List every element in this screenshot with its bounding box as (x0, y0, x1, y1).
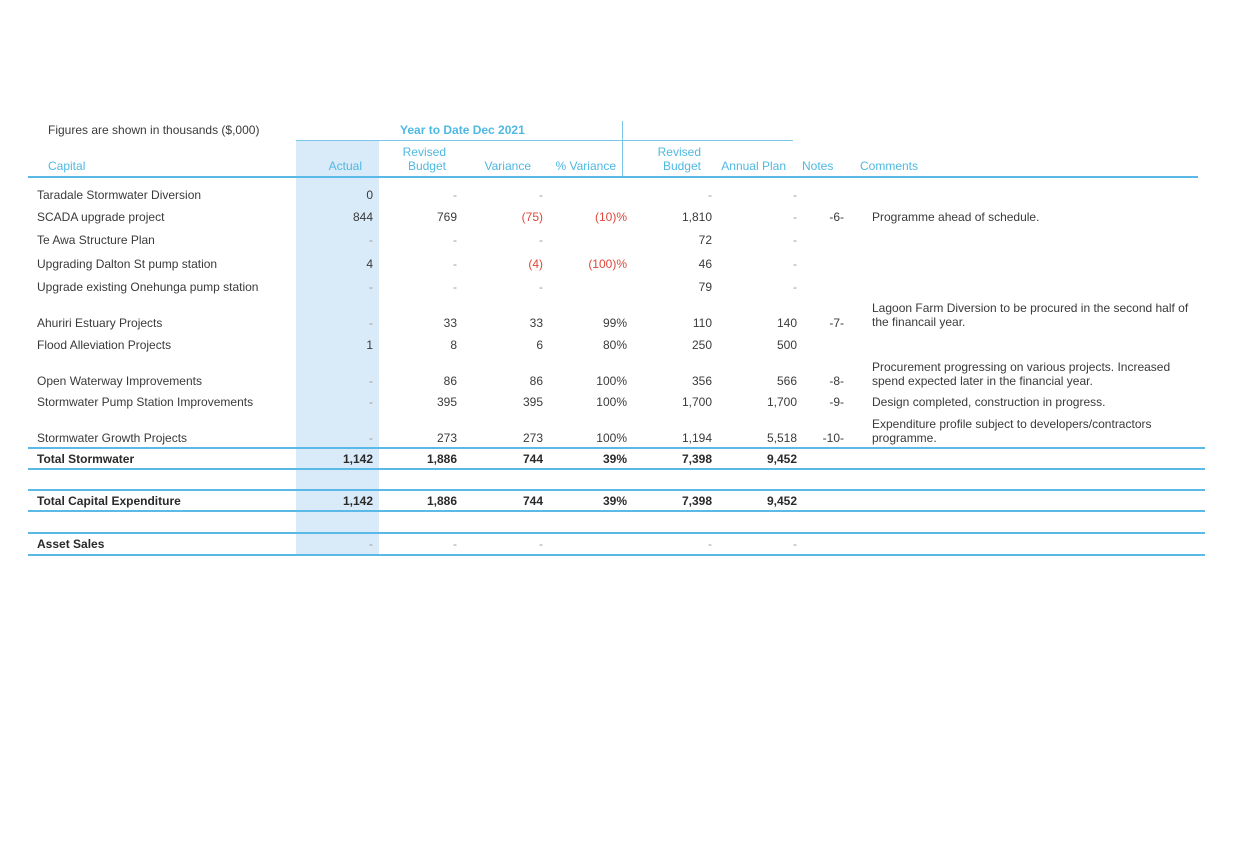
total-rbf: - (708, 537, 712, 551)
cell-rb: 769 (436, 210, 457, 224)
cell-rbf: 356 (691, 374, 712, 388)
col-variance: Variance (484, 159, 531, 173)
cell-var: 395 (522, 395, 543, 409)
row-label: Flood Alleviation Projects (37, 338, 172, 352)
cell-note: -6- (829, 210, 844, 224)
cell-pct: 80% (602, 338, 627, 352)
row-label: SCADA upgrade project (37, 210, 165, 224)
cell-pct: (10)% (594, 210, 627, 224)
col-annual-plan: Annual Plan (721, 159, 786, 173)
total-var: 744 (522, 452, 543, 466)
cell-actual: - (369, 395, 373, 409)
col-revised-ytd-1: Revised (402, 145, 446, 159)
row-label: Open Waterway Improvements (37, 374, 202, 388)
cell-ap: 500 (776, 338, 797, 352)
rule-asset-sales-top (28, 532, 1205, 534)
cell-actual: 4 (366, 257, 373, 271)
row-label: Upgrade existing Onehunga pump station (37, 280, 259, 294)
cell-ap: 566 (776, 374, 797, 388)
cell-rbf: 110 (692, 316, 712, 330)
row-label: Taradale Stormwater Diversion (37, 188, 202, 202)
cell-comment: Procurement progressing on various projects. Increased spend expected later in the financial year. (872, 360, 1171, 388)
cell-rb: 8 (450, 338, 457, 352)
total-actual: 1,142 (342, 452, 373, 466)
total-rb: 1,886 (426, 452, 457, 466)
cell-actual: 844 (352, 210, 373, 224)
cell-actual: 1 (366, 338, 373, 352)
cell-comment: Lagoon Farm Diversion to be procured in the second half of the financail year. (872, 301, 1189, 329)
rule-total-capex-top (28, 489, 1205, 491)
cell-rb: - (453, 257, 457, 271)
rule-asset-sales-bottom (28, 554, 1205, 556)
cell-note: -8- (829, 374, 844, 388)
col-revised-1: Revised (657, 145, 701, 159)
total-label: Asset Sales (37, 537, 105, 551)
cell-rbf: 72 (698, 233, 712, 247)
cell-actual: - (369, 431, 373, 445)
cell-var: 273 (522, 431, 543, 445)
cell-ap: - (793, 280, 797, 294)
cell-pct: (100)% (588, 257, 627, 271)
cell-rbf: 1,194 (681, 431, 712, 445)
col-revised-ytd-2: Budget (407, 159, 446, 173)
col-capital: Capital (48, 159, 86, 173)
col-notes: Notes (802, 159, 834, 173)
cell-var: (4) (528, 257, 543, 271)
cell-rbf: 250 (691, 338, 712, 352)
header-rule (28, 176, 1198, 178)
cell-ap: - (793, 257, 797, 271)
cell-pct: 99% (602, 316, 627, 330)
cell-rb: 33 (443, 316, 457, 330)
rule-total-capex-bottom (28, 510, 1205, 512)
row-label: Stormwater Pump Station Improvements (37, 395, 254, 409)
total-label: Total Capital Expenditure (37, 494, 181, 508)
rule-total-stormwater-bottom (28, 468, 1205, 470)
rule-total-stormwater-top (28, 447, 1205, 449)
cell-note: -9- (829, 395, 844, 409)
total-rbf: 7,398 (681, 452, 712, 466)
cell-rbf: 1,700 (681, 395, 712, 409)
cell-note: -10- (822, 431, 844, 445)
cell-comment: Expenditure profile subject to developers/contractors programme. (872, 417, 1152, 445)
cell-pct: 100% (596, 395, 627, 409)
cell-rb: - (453, 188, 457, 202)
total-actual: - (369, 537, 373, 551)
total-rbf: 7,398 (681, 494, 712, 508)
col-actual: Actual (328, 159, 362, 173)
cell-var: 33 (529, 316, 543, 330)
cell-actual: - (369, 280, 373, 294)
period-heading: Year to Date Dec 2021 (400, 123, 525, 137)
total-rb: 1,886 (426, 494, 457, 508)
cell-actual: 0 (366, 188, 373, 202)
cell-var: 6 (536, 338, 543, 352)
col-comments: Comments (860, 159, 919, 173)
cell-actual: - (369, 316, 373, 330)
cell-ap: 140 (776, 316, 797, 330)
row-label: Ahuriri Estuary Projects (37, 316, 163, 330)
cell-ap: - (793, 233, 797, 247)
row-label: Te Awa Structure Plan (37, 233, 155, 247)
cell-ap: 1,700 (766, 395, 797, 409)
cell-var: 86 (529, 374, 543, 388)
cell-pct: 100% (596, 431, 627, 445)
cell-actual: - (369, 374, 373, 388)
row-label: Stormwater Growth Projects (37, 431, 188, 445)
total-ap: - (793, 537, 797, 551)
cell-ap: - (793, 210, 797, 224)
total-var: - (539, 537, 543, 551)
cell-rb: - (453, 233, 457, 247)
cell-rb: - (453, 280, 457, 294)
total-label: Total Stormwater (37, 452, 135, 466)
cell-ap: - (793, 188, 797, 202)
cell-var: (75) (521, 210, 543, 224)
cell-rbf: 79 (698, 280, 712, 294)
cell-rbf: 1,810 (681, 210, 712, 224)
col-revised-2: Budget (662, 159, 701, 173)
figures-note: Figures are shown in thousands ($,000) (48, 123, 260, 137)
col-pct-variance: % Variance (555, 159, 616, 173)
total-actual: 1,142 (342, 494, 373, 508)
cell-var: - (539, 280, 543, 294)
total-pct: 39% (602, 494, 627, 508)
cell-comment: Programme ahead of schedule. (872, 210, 1040, 224)
cell-var: - (539, 188, 543, 202)
cell-comment: Design completed, construction in progress. (872, 395, 1106, 409)
cell-rb: 86 (443, 374, 457, 388)
cell-pct: 100% (596, 374, 627, 388)
cell-rbf: - (708, 188, 712, 202)
total-ap: 9,452 (766, 494, 797, 508)
cell-actual: - (369, 233, 373, 247)
forecast-underline (623, 140, 793, 141)
period-underline (296, 140, 622, 141)
period-divider (622, 121, 623, 177)
total-var: 744 (522, 494, 543, 508)
cell-note: -7- (829, 316, 844, 330)
total-pct: 39% (602, 452, 627, 466)
cell-rbf: 46 (698, 257, 712, 271)
total-ap: 9,452 (766, 452, 797, 466)
total-rb: - (453, 537, 457, 551)
cell-rb: 395 (436, 395, 457, 409)
cell-ap: 5,518 (766, 431, 797, 445)
row-label: Upgrading Dalton St pump station (37, 257, 218, 271)
cell-rb: 273 (436, 431, 457, 445)
cell-var: - (539, 233, 543, 247)
